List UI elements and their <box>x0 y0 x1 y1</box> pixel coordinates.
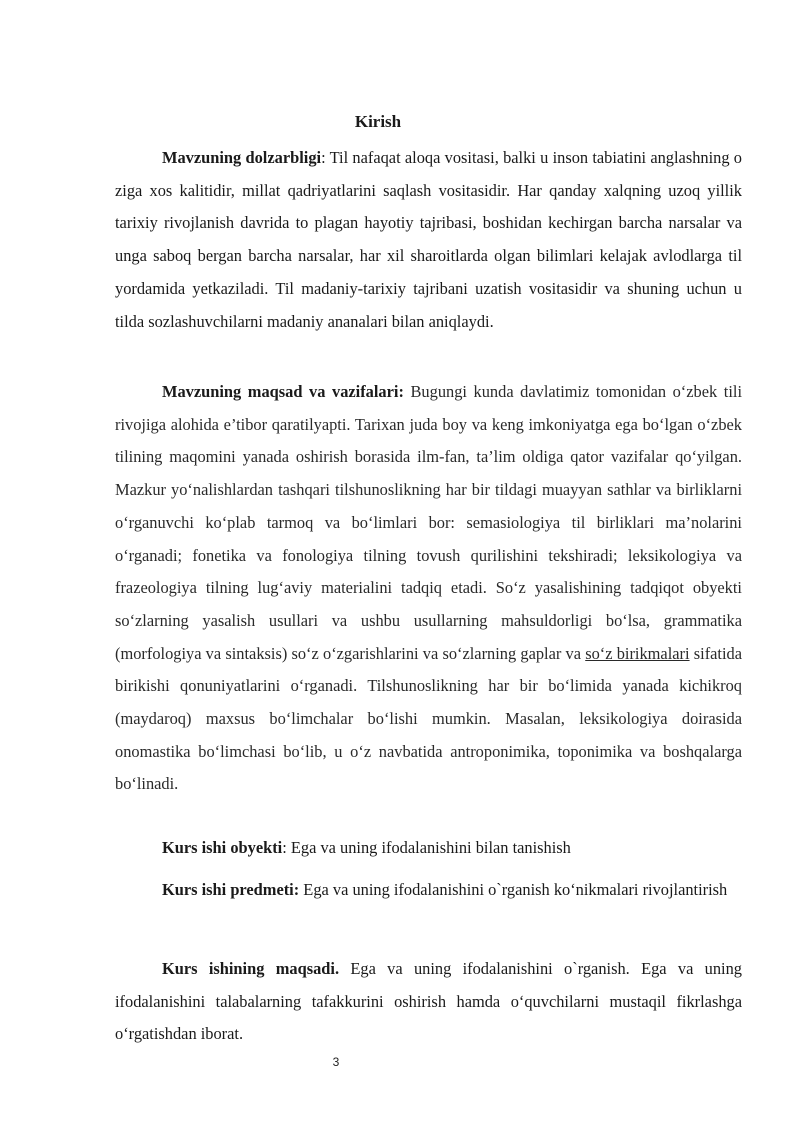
paragraph-predmet <box>115 874 742 907</box>
paragraph-maqsadi <box>115 953 742 1051</box>
paragraph-text: Bugungi kunda davlatimiz tomonidan o‘zbek tili rivojiga alohida e’tibor qaratilyapti. Tarixan juda boy va keng imkoniyatga ega bo‘lgan o‘zbek tilining maqomini yanada oshirish borasida ilm-fan, ta’lim oldiga qator vazifalar qo‘yilgan. Mazkur yo‘nalishlardan tashqari tilshunoslikning har bir tildagi muayyan sathlar va birliklarni o‘rganuvchi ko‘plab tarmoq va bo‘limlari bor: semasiologiya til birliklari ma’nolarini o‘rganadi; fonetika va fonologiya tilning tovush qurilishini tekshiradi; leksikologiya va frazeologiya tilning lug‘aviy materialini tadqiq etadi. So‘z yasalishining tadqiqot obyekti so‘zlarning yasalish usullari va ushbu usullarning mahsuldorligi bo‘lsa, grammatika (morfologiya va sintaksis) so‘z o‘zgarishlarini va so‘zlarning gaplar va <box>115 382 742 663</box>
page-number: 3 <box>332 1055 340 1069</box>
paragraph-maqsad-vazifa <box>115 376 742 801</box>
paragraph-text-continued: sifatida birikishi qonuniyatlarini o‘rganadi. Tilshunoslikning har bir bo‘limida yanada kichikroq (maydaroq) maxsus bo‘limchalar bo‘lishi mumkin. Masalan, leksikologiya doirasida onomastika bo‘limchasi bo‘lib, u o‘z navbatida antroponimika, toponimika va boshqalarga bo‘linadi. <box>115 643 743 794</box>
paragraph-text: Ega va uning ifodalanishini o`rganish. Ega va uning ifodalanishini talabalarning tafakkurini oshirish hamda o‘quvchilarni mustaqil fikrlashga o‘rgatishdan iborat. <box>115 959 742 1044</box>
paragraph-text: Ega va uning ifodalanishini o`rganish ko‘nikmalari rivojlantirish <box>299 880 728 899</box>
soz-birikmalari-link[interactable]: so‘z birikmalari <box>585 643 690 663</box>
paragraph-heading: Kurs ishi predmeti: <box>162 880 300 899</box>
paragraph-heading: Mavzuning dolzarbligi <box>162 148 322 167</box>
paragraph-dolzarblik <box>115 142 742 338</box>
paragraph-heading: Kurs ishining maqsadi. <box>162 959 340 978</box>
paragraph-heading: Mavzuning maqsad va vazifalari: <box>162 382 404 401</box>
page-title: Kirish <box>354 112 402 131</box>
paragraph-heading: Kurs ishi obyekti <box>162 838 283 857</box>
paragraph-text: : Ega va uning ifodalanishini bilan tanishish <box>282 838 571 857</box>
paragraph-obyekt <box>115 832 742 865</box>
paragraph-text: : Til nafaqat aloqa vositasi, balki u inson tabiatini anglashning o ziga xos kalitidir, millat qadriyatlarini saqlash vositasidir. Har qanday xalqning uzoq yillik tarixiy rivojlanish davrida to plagan hayotiy tajribasi, boshidan kechirgan barcha narsalar va unga saboq bergan barcha narsalar, har xil sharoitlarda olgan bilimlari kelajak avlodlarga til yordamida yetkaziladi. Til madaniy-tarixiy tajribani uzatish vositasidir va shuning uchun u tilda sozlashuvchilarni madaniy ananalari bilan aniqlaydi. <box>115 148 742 331</box>
